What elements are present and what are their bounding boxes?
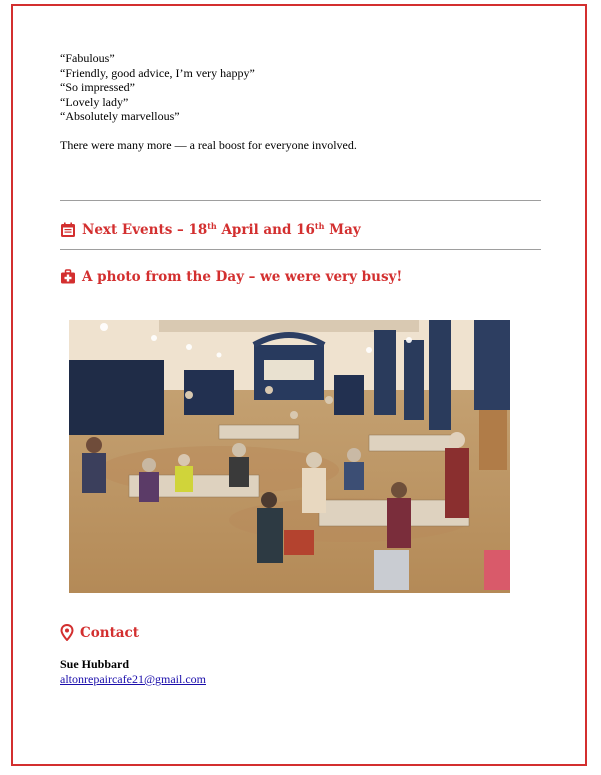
contact-email-link[interactable]: altonrepaircafe21@gmail.com <box>60 672 206 686</box>
next-events-heading <box>60 221 361 238</box>
event-photo <box>69 320 510 593</box>
contact-name: Sue Hubbard <box>60 657 130 671</box>
quote-line: “Absolutely marvellous” <box>60 109 180 124</box>
calendar-icon <box>60 222 76 238</box>
testimonial-quotes <box>60 51 255 124</box>
contact-title: Contact <box>80 624 140 641</box>
contact-heading <box>60 624 139 641</box>
toolkit-icon <box>60 269 76 285</box>
divider <box>60 249 541 250</box>
quote-line: “So impressed” <box>60 80 135 95</box>
photo-section-title: A photo from the Day – we were very busy! <box>82 269 403 285</box>
divider <box>60 200 541 201</box>
quote-line: “Fabulous” <box>60 51 115 65</box>
quote-line: “Lovely lady” <box>60 94 129 109</box>
next-events-title: Next Events – 18th April and 16th May <box>82 221 361 238</box>
photo-section-heading <box>60 269 402 285</box>
summary-text: There were many more — a real boost for everyone involved. <box>60 138 357 152</box>
location-pin-icon <box>60 624 74 641</box>
quote-line: “Friendly, good advice, I’m very happy” <box>60 65 255 80</box>
